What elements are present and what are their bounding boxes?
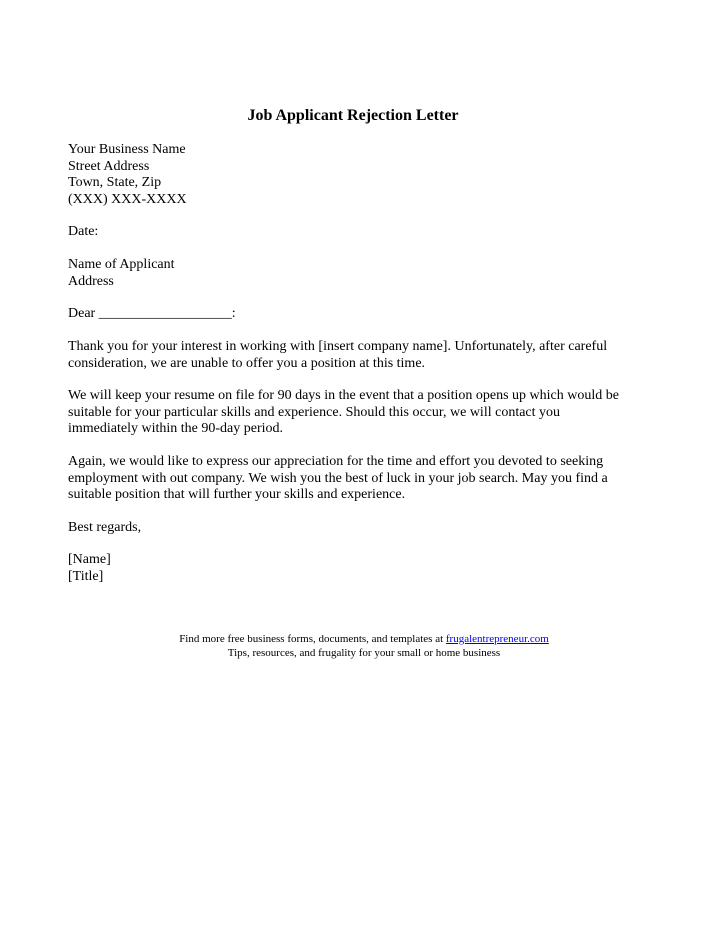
sender-town: Town, State, Zip — [68, 175, 162, 190]
paragraph-line: suitable for your particular skills and experience. Should this occur, we will contact you — [68, 404, 561, 420]
closing-text: Best regards, — [68, 520, 142, 535]
recipient-address: Address — [68, 273, 114, 289]
paragraph-line: consideration, we are unable to offer you a position at this time. — [68, 355, 426, 371]
sender-phone: (XXX) XXX-XXXX — [68, 191, 187, 207]
salutation-text: Dear ___________________: — [68, 306, 236, 321]
signature-block — [68, 552, 638, 585]
signature-name: [Name] — [68, 552, 111, 567]
sender-street: Street Address — [68, 158, 150, 174]
closing — [68, 520, 638, 537]
paragraph-line: suitable position that will further your skills and experience. — [68, 487, 406, 502]
letter-title: Job Applicant Rejection Letter — [247, 107, 459, 124]
date-line — [68, 224, 638, 241]
paragraph-3 — [68, 454, 638, 504]
sender-business-name: Your Business Name — [68, 142, 186, 157]
date-label: Date: — [68, 224, 99, 239]
paragraph-1 — [68, 339, 638, 372]
recipient-block — [68, 257, 638, 290]
recipient-name: Name of Applicant — [68, 257, 175, 272]
salutation — [68, 306, 638, 323]
footer-line-1 — [0, 632, 728, 646]
paragraph-line: employment with out company. We wish you the best of luck in your job search. May you find a — [68, 470, 608, 486]
paragraph-2 — [68, 388, 638, 438]
paragraph-line: We will keep your resume on file for 90 days in the event that a position opens up which would be — [68, 388, 619, 403]
footer-link[interactable]: frugalentrepreneur.com — [445, 633, 549, 645]
paragraph-line: Thank you for your interest in working with [insert company name]. Unfortunately, after careful — [68, 339, 608, 354]
sender-block — [68, 142, 638, 208]
footer-prefix: Find more free business forms, documents, and templates at — [179, 633, 446, 645]
signature-title: [Title] — [68, 568, 104, 584]
paragraph-line: Again, we would like to express our appreciation for the time and effort you devoted to seeking — [68, 454, 604, 469]
paragraph-line: immediately within the 90-day period. — [68, 421, 284, 436]
footer-line-2: Tips, resources, and frugality for your small or home business — [227, 647, 501, 659]
footer — [0, 632, 728, 660]
